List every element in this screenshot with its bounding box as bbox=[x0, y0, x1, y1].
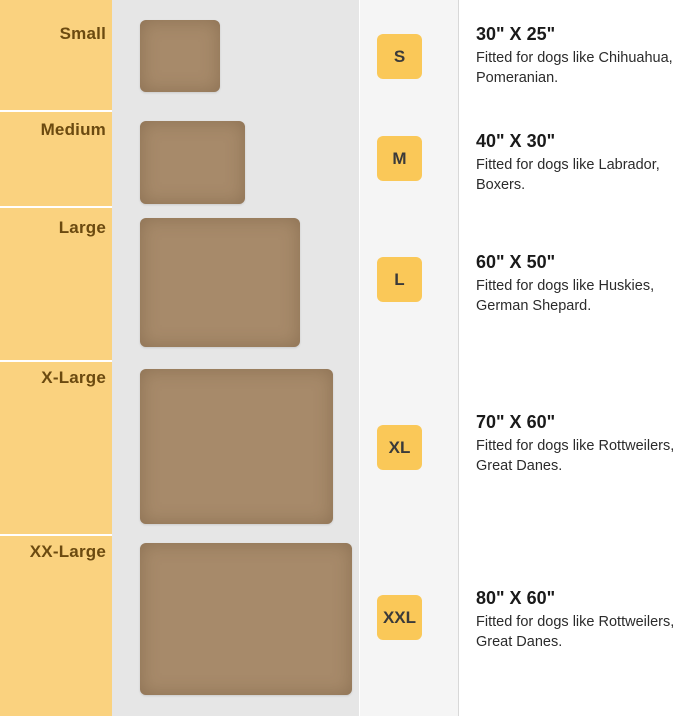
row-divider bbox=[0, 534, 112, 536]
size-description: Fitted for dogs like Chihuahua, Pomeranian. bbox=[476, 50, 673, 86]
product-swatch-small bbox=[140, 20, 220, 92]
size-name-label: Large bbox=[58, 218, 106, 237]
product-swatch-xlarge bbox=[140, 369, 333, 524]
row-divider bbox=[0, 110, 112, 112]
product-swatch-column bbox=[112, 0, 360, 716]
size-name-label: Small bbox=[59, 24, 106, 43]
size-name-column bbox=[0, 0, 112, 716]
size-description-row bbox=[476, 588, 677, 652]
size-dimensions: 60" X 50" bbox=[476, 252, 556, 272]
size-description-row bbox=[476, 412, 677, 476]
size-name-row bbox=[0, 542, 112, 562]
size-badge-l: L bbox=[377, 257, 422, 302]
product-swatch-medium bbox=[140, 121, 245, 204]
product-swatch-large bbox=[140, 218, 300, 347]
size-description-row bbox=[476, 252, 677, 316]
size-name-row bbox=[0, 120, 112, 140]
size-dimensions: 80" X 60" bbox=[476, 588, 556, 608]
size-badge-column bbox=[360, 0, 459, 716]
size-name-row bbox=[0, 218, 112, 238]
size-dimensions: 70" X 60" bbox=[476, 412, 556, 432]
size-badge-xxl: XXL bbox=[377, 595, 422, 640]
size-badge-s: S bbox=[377, 34, 422, 79]
size-description-row bbox=[476, 131, 677, 195]
size-name-label: XX-Large bbox=[29, 542, 106, 561]
size-badge-m: M bbox=[377, 136, 422, 181]
size-dimensions: 30" X 25" bbox=[476, 24, 556, 44]
size-description: Fitted for dogs like Rottweilers, Great Danes. bbox=[476, 614, 675, 650]
size-description: Fitted for dogs like Rottweilers, Great Danes. bbox=[476, 438, 675, 474]
size-name-row bbox=[0, 368, 112, 388]
size-description: Fitted for dogs like Labrador, Boxers. bbox=[476, 157, 660, 193]
size-name-label: Medium bbox=[40, 120, 106, 139]
row-divider bbox=[0, 360, 112, 362]
row-divider bbox=[0, 206, 112, 208]
size-name-row bbox=[0, 24, 112, 44]
size-name-label: X-Large bbox=[41, 368, 106, 387]
size-dimensions: 40" X 30" bbox=[476, 131, 556, 151]
product-swatch-xxlarge bbox=[140, 543, 352, 695]
size-description-column bbox=[459, 0, 679, 716]
size-description: Fitted for dogs like Huskies, German Shepard. bbox=[476, 278, 655, 314]
size-badge-xl: XL bbox=[377, 425, 422, 470]
size-description-row bbox=[476, 24, 677, 88]
